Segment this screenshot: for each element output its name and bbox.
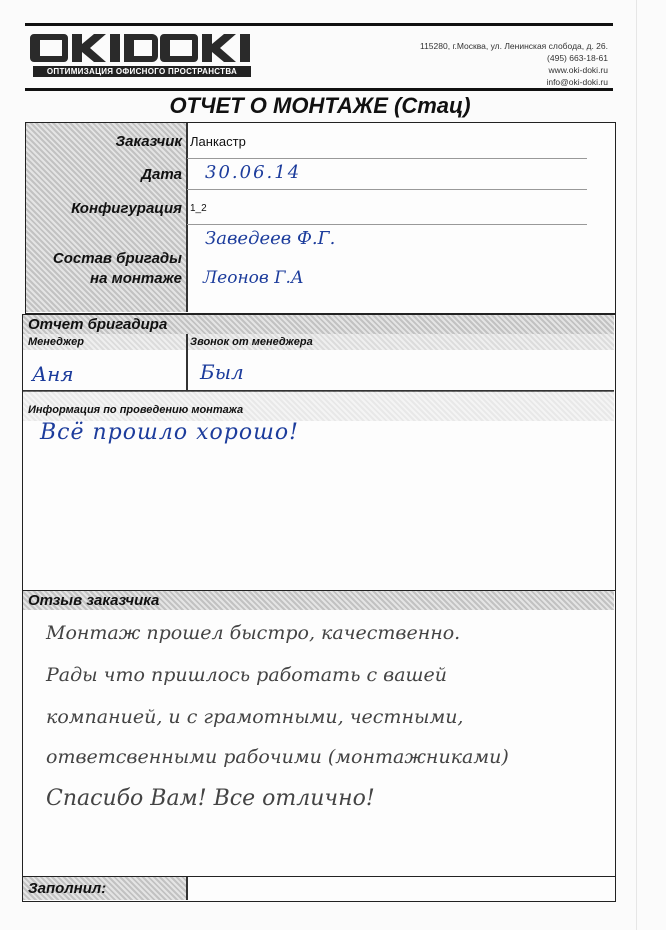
phone-line: (495) 663-18-61 [547,53,608,63]
date-value: 30.06.14 [205,162,302,183]
row-divider [187,158,587,159]
website-line: www.oki-doki.ru [548,65,608,75]
crew-member-2: Леонов Г.А [203,268,304,288]
header-top-rule [25,23,613,26]
header-bottom-rule [25,88,613,91]
address-line: 115280, г.Москва, ул. Ленинская слобода, д. 26. [419,41,608,51]
column-divider [186,334,188,390]
feedback-line: ответсвенными рабочими (монтажниками) [46,746,509,768]
foreman-report-box [22,314,616,592]
logo-wordmark-icon [28,30,252,66]
manager-label: Менеджер [28,336,84,348]
crew-label-line-2: на монтаже [90,270,182,287]
feedback-line: компанией, и с грамотными, честными, [46,706,464,728]
subheader-hatch [23,334,614,350]
configuration-value: 1_2 [190,203,207,214]
manager-call-value: Был [200,360,244,384]
crew-label-line-1: Состав бригады [52,250,182,267]
page-fold-edge [636,0,637,930]
company-address [420,40,608,88]
customer-label: Заказчик [115,133,182,150]
row-divider [187,224,587,225]
filled-by-label: Заполнил: [28,880,107,897]
row-divider [187,189,587,190]
customer-feedback-heading: Отзыв заказчика [28,592,160,609]
date-label: Дата [141,166,182,183]
installation-info-value: Всё прошло хорошо! [40,420,299,445]
page-title: ОТЧЕТ О МОНТАЖЕ (Стац) [169,93,471,118]
column-divider [186,123,188,312]
email-line: info@oki-doki.ru [546,77,608,87]
configuration-label: Конфигурация [71,200,182,217]
crew-member-1: Заведеев Ф.Г. [205,228,336,249]
customer-value: Ланкастр [190,134,246,149]
installation-info-label: Информация по проведению монтажа [28,404,244,416]
manager-call-label: Звонок от менеджера [190,336,313,348]
manager-value: Аня [32,362,74,386]
feedback-line: Рады что пришлось работать с вашей [46,664,447,686]
feedback-line: Спасибо Вам! Все отлично! [46,786,375,811]
column-divider [186,877,188,900]
foreman-report-heading: Отчет бригадира [28,316,168,333]
feedback-line: Монтаж прошел быстро, качественно. [46,622,461,644]
logo-tagline: ОПТИМИЗАЦИЯ ОФИСНОГО ПРОСТРАНСТВА [33,66,251,77]
